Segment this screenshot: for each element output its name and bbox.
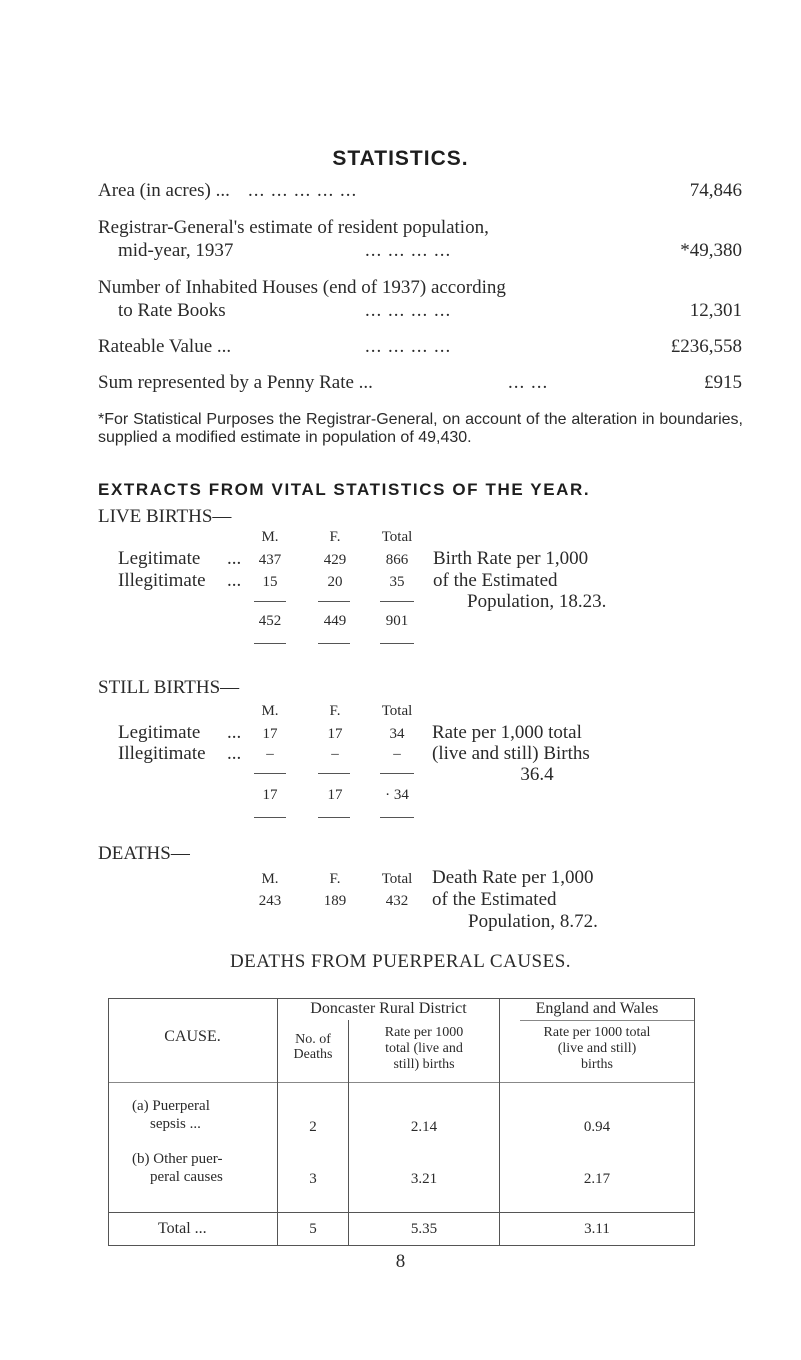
total-f: 449 — [323, 613, 347, 629]
cell-total: 34 — [389, 726, 405, 742]
cell-f: 20 — [327, 574, 343, 590]
col-header-cause: CAUSE. — [164, 1028, 221, 1045]
stat-label-cont: mid-year, 1937 — [118, 240, 234, 261]
cell-f: 429 — [323, 552, 347, 568]
group-header-england: England and Wales — [535, 1000, 659, 1017]
row-dots: ... — [227, 722, 242, 743]
stat-value: 74,846 — [689, 180, 742, 201]
cell-total: 432 — [385, 893, 409, 909]
rate-note: of the Estimated — [433, 570, 558, 591]
cause-label: (a) Puerperal — [132, 1098, 210, 1114]
col-header-rate-ew: Rate per 1000 total — [543, 1025, 651, 1040]
page-number: 8 — [395, 1251, 406, 1272]
total-top-rule — [108, 1212, 695, 1213]
stat-label: Sum represented by a Penny Rate ... — [98, 372, 373, 393]
total-m: 17 — [262, 787, 278, 803]
table-bottom-rule — [108, 1245, 695, 1246]
divider — [318, 601, 350, 602]
col-f: F. — [329, 871, 341, 887]
stat-label: Registrar-General's estimate of resident population, — [98, 217, 489, 238]
group-rule — [520, 1020, 695, 1021]
divider — [254, 643, 286, 644]
col-header-rate-local: still) births — [393, 1057, 455, 1072]
footnote: *For Statistical Purposes the Registrar-General, on account of the alteration in boundaries, supplied a modified estimate in population of 49,430. — [98, 411, 743, 446]
rate-note: (live and still) Births — [432, 743, 590, 764]
total-ew-rate: 3.11 — [584, 1221, 610, 1237]
rate-note: of the Estimated — [432, 889, 557, 910]
table-top-rule — [108, 998, 695, 999]
section-heading: STILL BIRTHS— — [98, 677, 240, 698]
stat-label: Rateable Value ... — [98, 336, 232, 357]
section-heading: DEATHS— — [98, 843, 190, 864]
cell-f: 189 — [323, 893, 347, 909]
rate-note: Population, 8.72. — [468, 911, 598, 932]
cell-m: 243 — [258, 893, 282, 909]
cell-f: 17 — [327, 726, 343, 742]
puerperal-heading: DEATHS FROM PUERPERAL CAUSES. — [229, 951, 572, 972]
divider — [318, 643, 350, 644]
cell-f: – — [331, 746, 339, 762]
col-m: M. — [261, 529, 279, 545]
divider — [380, 601, 414, 602]
row-dots: ... — [227, 548, 242, 569]
cell-ew-rate: 0.94 — [583, 1119, 611, 1135]
cell-ew-rate: 2.17 — [583, 1171, 611, 1187]
divider — [254, 601, 286, 602]
col-header-deaths: Deaths — [293, 1047, 333, 1062]
col-m: M. — [261, 871, 279, 887]
stat-dots: ... ... ... ... ... — [248, 180, 358, 201]
divider — [380, 643, 414, 644]
divider — [380, 817, 414, 818]
stat-label: Area (in acres) ... — [98, 180, 230, 201]
divider — [318, 817, 350, 818]
col-header-rate-local: total (live and — [385, 1041, 463, 1056]
divider — [254, 773, 286, 774]
cell-m: – — [266, 746, 274, 762]
stat-dots: ... ... ... ... — [365, 240, 452, 261]
col-header-rate-ew: (live and still) — [557, 1041, 637, 1056]
rate-note: Rate per 1,000 total — [432, 722, 582, 743]
cause-label: (b) Other puer- — [132, 1151, 223, 1167]
stat-dots: ... ... ... ... — [365, 336, 452, 357]
row-label: Legitimate — [118, 722, 201, 743]
cell-rate: 2.14 — [410, 1119, 438, 1135]
divider — [254, 817, 286, 818]
col-header-rate-ew: births — [581, 1057, 613, 1072]
stat-label: Number of Inhabited Houses (end of 1937) according — [98, 277, 506, 298]
cell-rate: 3.21 — [410, 1171, 438, 1187]
col-m: M. — [261, 703, 279, 719]
total-rate: 5.35 — [410, 1221, 438, 1237]
row-dots: ... — [227, 570, 242, 591]
col-header-deaths: No. of — [295, 1032, 331, 1047]
stat-value: £236,558 — [670, 336, 742, 357]
col-total: Total — [381, 529, 413, 545]
stat-value: 12,301 — [689, 300, 742, 321]
total-m: 452 — [258, 613, 282, 629]
group-header-doncaster: Doncaster Rural District — [310, 1000, 467, 1017]
stat-label-cont: to Rate Books — [118, 300, 226, 321]
page-title: STATISTICS. — [332, 147, 469, 170]
col-f: F. — [329, 529, 341, 545]
row-label: Illegitimate — [118, 570, 206, 591]
stat-dots: ... ... ... ... — [365, 300, 452, 321]
total-total: 901 — [385, 613, 409, 629]
cell-total: 35 — [389, 574, 405, 590]
rate-note: Population, 18.23. — [467, 591, 607, 612]
rate-note: Death Rate per 1,000 — [432, 867, 594, 888]
divider — [318, 773, 350, 774]
cell-total: – — [393, 746, 401, 762]
rate-note: 36.4 — [520, 764, 554, 785]
stat-value: £915 — [704, 372, 742, 393]
total-label: Total ... — [158, 1220, 207, 1237]
stat-dots: ... ... — [508, 372, 549, 393]
cell-m: 15 — [262, 574, 278, 590]
rate-note: Birth Rate per 1,000 — [433, 548, 589, 569]
cell-total: 866 — [385, 552, 409, 568]
row-dots: ... — [227, 743, 242, 764]
row-label: Illegitimate — [118, 743, 206, 764]
col-header-rate-local: Rate per 1000 — [384, 1025, 464, 1040]
cell-m: 17 — [262, 726, 278, 742]
col-total: Total — [381, 703, 413, 719]
extracts-heading: EXTRACTS FROM VITAL STATISTICS OF THE YEAR. — [98, 480, 591, 499]
col-total: Total — [381, 871, 413, 887]
cause-label: peral causes — [150, 1169, 223, 1185]
section-heading: LIVE BIRTHS— — [98, 506, 232, 527]
total-deaths: 5 — [309, 1221, 317, 1237]
cell-deaths: 2 — [309, 1119, 317, 1135]
col-rule — [694, 998, 695, 1246]
divider — [380, 773, 414, 774]
row-label: Legitimate — [118, 548, 201, 569]
cell-deaths: 3 — [309, 1171, 317, 1187]
col-f: F. — [329, 703, 341, 719]
total-f: 17 — [327, 787, 343, 803]
total-total: · 34 — [385, 787, 409, 803]
header-bottom-rule — [108, 1082, 695, 1083]
cell-m: 437 — [258, 552, 282, 568]
cause-label: sepsis ... — [150, 1116, 201, 1132]
stat-value: *49,380 — [680, 240, 742, 261]
